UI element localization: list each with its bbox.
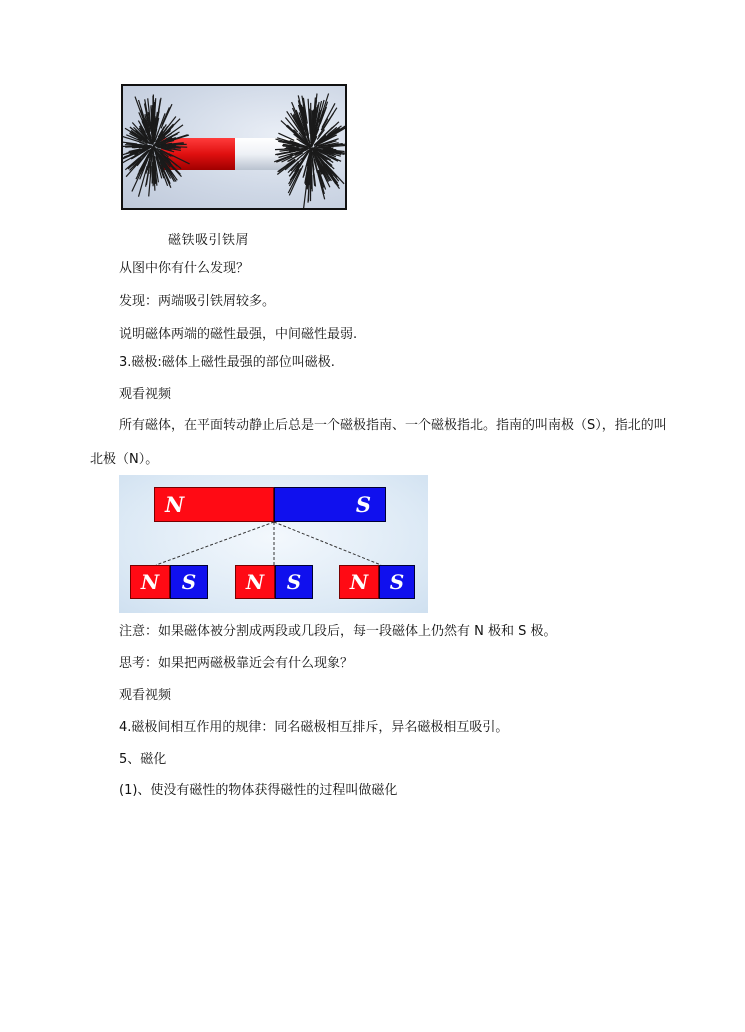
iron-filing bbox=[162, 107, 169, 125]
magnet-split-diagram bbox=[119, 475, 428, 613]
paragraph-pole-direction: 所有磁体，在平面转动静止后总是一个磁极指南、一个磁极指北。指南的叫南极（S），指北的叫北极（N）。 bbox=[90, 418, 667, 467]
magnet-filings-illustration bbox=[123, 86, 345, 208]
pole-label-n: N bbox=[140, 570, 160, 594]
pole-label-n: N bbox=[165, 492, 185, 517]
paragraph-watch-video-2: 观看视频 bbox=[119, 688, 172, 703]
pole-label-s: S bbox=[389, 570, 405, 594]
paragraph-watch-video-1: 观看视频 bbox=[119, 387, 172, 402]
small-magnet-2-north bbox=[235, 565, 275, 599]
iron-filing bbox=[283, 146, 295, 147]
paragraph-section-5: 5、磁化 bbox=[119, 752, 167, 767]
small-magnet-3-south bbox=[379, 565, 415, 599]
paragraph-pole-definition: 3.磁极:磁体上磁性最强的部位叫磁极. bbox=[119, 355, 335, 370]
dashed-line-left bbox=[156, 522, 274, 565]
small-magnet-3-north bbox=[339, 565, 379, 599]
paragraph-interaction-law: 4.磁极间相互作用的规律：同名磁极相互排斥，异名磁极相互吸引。 bbox=[119, 720, 509, 735]
small-magnet-1-south bbox=[170, 565, 208, 599]
paragraph-explanation: 说明磁体两端的磁性最强，中间磁性最弱. bbox=[119, 327, 358, 342]
magnet-iron-filings-image bbox=[121, 84, 347, 210]
iron-filings-right bbox=[274, 94, 345, 209]
paragraph-finding: 发现：两端吸引铁屑较多。 bbox=[119, 294, 276, 309]
small-magnet-1-north bbox=[130, 565, 170, 599]
big-magnet-south bbox=[274, 487, 386, 522]
pole-label-n: N bbox=[349, 570, 369, 594]
big-magnet-north bbox=[154, 487, 274, 522]
iron-filing bbox=[153, 125, 154, 144]
iron-filing bbox=[123, 141, 137, 144]
dashed-line-right bbox=[274, 522, 381, 565]
iron-filing bbox=[125, 145, 139, 146]
pole-label-s: S bbox=[286, 570, 302, 594]
small-magnet-2-south bbox=[275, 565, 313, 599]
paragraph-note: 注意：如果磁体被分割成两段或几段后，每一段磁体上仍然有 N 极和 S 极。 bbox=[119, 624, 557, 639]
pole-label-n: N bbox=[245, 570, 265, 594]
paragraph-magnetization-definition: (1)、使没有磁性的物体获得磁性的过程叫做磁化 bbox=[119, 783, 398, 798]
pole-label-s: S bbox=[181, 570, 197, 594]
paragraph-question: 从图中你有什么发现？ bbox=[119, 261, 250, 276]
pole-label-s: S bbox=[355, 492, 371, 517]
paragraph-think: 思考：如果把两磁极靠近会有什么现象？ bbox=[119, 656, 354, 671]
figure-caption: 磁铁吸引铁屑 bbox=[168, 233, 250, 248]
